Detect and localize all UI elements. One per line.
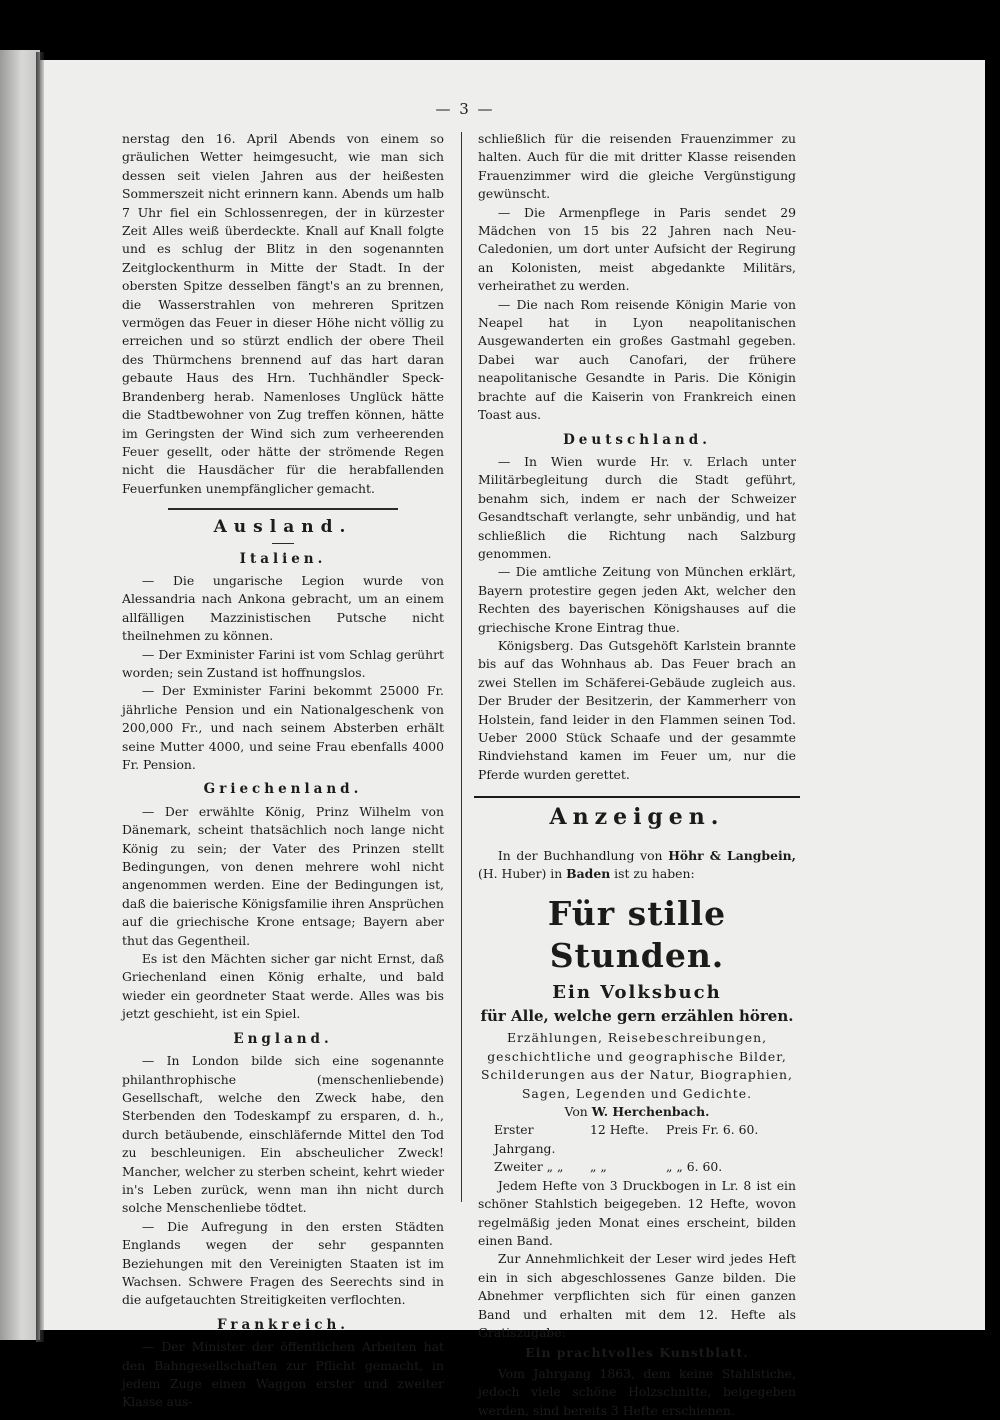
article-koenigin-marie: — Die nach Rom reisende Königin Marie von Neapel hat in Lyon neapolitanischen Ausgewanderten ein großes Gastmahl gegeben. Dabei war auch Canofari, der frühere neapolitanische Gesandte in Paris. Die Königin brachte auf die Kaiserin von Frankreich einen Toast aus.	[478, 296, 796, 423]
article-england-2: — Die Aufregung in den ersten Städten Englands wegen der sehr gespannten Beziehungen mit den Vereinigten Staaten ist im Wachsen. Schwere Fragen des Seerechts sind in die aufgetauchten Streitigkeiten verflochten.	[122, 1218, 444, 1308]
ad-headline: Für stille Stunden.	[547, 894, 727, 976]
price-value: „ „ 6. 60.	[666, 1159, 723, 1175]
ad-description: Erzählungen, Reisebeschreibungen, geschichtliche und geographische Bilder, Schilderungen aus der Natur, Biographien, Sagen, Legenden und Gedichte.	[481, 1030, 793, 1101]
price-issues: 12 Hefte.	[590, 1122, 649, 1138]
ad-intro-mid: (H. Huber) in	[478, 866, 567, 882]
heading-frankreich: Frankreich.	[217, 1316, 349, 1333]
price-issues: „ „	[590, 1159, 607, 1175]
ad-city: Baden	[566, 866, 611, 882]
article-italien-3: — Der Exminister Farini bekommt 25000 Fr. jährliche Pension und ein Nationalgeschenk von 200,000 Fr., und nach seinem Absterben erhält seine Mutter 4000, und seine Frau ebenfalls 4000 Fr. Pension.	[122, 683, 444, 772]
page-number: — 3 —	[435, 100, 495, 118]
price-volume: Zweiter „ „	[494, 1159, 564, 1175]
ad-intro-post: ist zu haben:	[610, 866, 695, 882]
article-muenchen: — Die amtliche Zeitung von München erklärt, Bayern protestire gegen jeden Akt, welcher den Rechten des bayerischen Königshauses auf die griechische Krone Eintrag thue.	[478, 564, 796, 635]
article-italien-1: — Die ungarische Legion wurde von Alessandria nach Ankona gebracht, um an einem allfälligen Mazzinistischen Putsche nicht theilnehmen zu können.	[122, 572, 444, 644]
article-frankreich: — Der Minister der öffentlichen Arbeiten hat den Bahngesellschaften zur Pflicht gemacht, in jedem Zuge einen Waggon erster und zweiter Klasse aus-	[122, 1339, 444, 1410]
ad-bonus: Ein prachtvolles Kunstblatt.	[525, 1345, 749, 1361]
ad-author	[478, 1103, 796, 1121]
section-title-ausland: Ausland.	[213, 517, 353, 538]
page-fold-shadow	[36, 52, 44, 1342]
article-koenigsberg: Königsberg. Das Gutsgehöft Karlstein brannte bis auf das Wohnhaus ab. Das Feuer brach an zwei Stellen im Schäferei-Gebäude zugleich aus. Der Bruder der Besitzerin, der Kammerherr von Holstein, fand leider in den Flammen seinen Tod. Ueber 2000 Stück Schaafe und der gesammte Rindviehstand kamen im Feuer um, nur die Pferde wurden gerettet.	[478, 637, 796, 782]
column-rule	[461, 132, 462, 1202]
article-griechenland-1: — Der erwählte König, Prinz Wilhelm von Dänemark, scheint thatsächlich noch lange nicht König zu sein; der Vater des Prinzen stellt Bedingungen, von denen mehrere wohl nicht angenommen werden. Eine der Bedingungen ist, daß die baierische Königsfamilie ihren Ansprüchen auf die griechische Krone entsage; Bayern aber thut das Gegentheil.	[122, 803, 444, 948]
ad-divider	[474, 796, 800, 798]
ad-intro	[478, 847, 796, 884]
heading-england: England.	[233, 1030, 333, 1047]
article-england-1: — In London bilde sich eine sogenannte philanthrophische (menschenliebende) Gesellschaft, welche den Zweck habe, den Sterbenden den Todeskampf zu ersparen, d. h., durch betäubende, einschläfernde Mittel den Tod zu beschleunigen. Ein abscheulicher Zweck! Mancher, welcher zu sterben scheint, kehrt wieder in's Leben zurück, wenn man ihn nicht durch solche Menschenliebe tödtet.	[122, 1053, 444, 1216]
price-value: Preis Fr. 6. 60.	[666, 1122, 759, 1138]
ad-paragraph-2: Zur Annehmlichkeit der Leser wird jedes Heft ein in sich abgeschlossenes Ganze bilden. Die Abnehmer verpflichten sich für einen ganzen Band und erhalten mit dem 12. Hefte als Gratiszugabe:	[478, 1251, 796, 1340]
section-divider-short	[272, 543, 294, 544]
heading-italien: Italien.	[239, 550, 327, 567]
left-column	[122, 130, 444, 1412]
article-frankreich-cont: schließlich für die reisenden Frauenzimmer zu halten. Auch für die mit dritter Klasse reisenden Frauenzimmer wird die gleiche Vergünstigung gewünscht.	[478, 131, 796, 202]
ad-author-name: W. Herchenbach.	[591, 1104, 710, 1120]
price-row-2	[478, 1158, 796, 1176]
article-griechenland-2: Es ist den Mächten sicher gar nicht Ernst, daß Griechenland einen König erhalte, und bald wieder ein geordneter Staat werde. Alles was bis jetzt geschieht, ist ein Spiel.	[122, 951, 444, 1022]
section-divider	[168, 508, 398, 510]
right-column	[478, 130, 796, 1420]
article-paris-armenpflege: — Die Armenpflege in Paris sendet 29 Mädchen von 15 bis 22 Jahren nach Neu-Caledonien, um dort unter Aufsicht der Regirung an Kolonisten, meist abgedankte Militärs, verheirathet zu werden.	[478, 204, 796, 294]
ad-publisher: Höhr & Langbein,	[668, 847, 796, 863]
ad-paragraph-3: Vom Jahrgang 1863, dem keine Stahlstiche, jedoch viele schöne Holzschnitte, beigegeben werden, sind bereits 3 Hefte erschienen.	[478, 1365, 796, 1418]
ad-tagline: für Alle, welche gern erzählen hören.	[480, 1007, 794, 1026]
ad-author-prefix: Von	[564, 1104, 592, 1120]
article-italien-2: — Der Exminister Farini ist vom Schlag gerührt worden; sein Zustand ist hoffnungslos.	[122, 646, 444, 680]
ad-subheadline: Ein Volksbuch	[552, 982, 722, 1004]
price-volume: Erster Jahrgang.	[494, 1122, 556, 1156]
article-wien: — In Wien wurde Hr. v. Erlach unter Militärbegleitung durch die Stadt geführt, benahm sich, indem er nach der Schweizer Gesandtschaft verlangte, sehr unbändig, und hat schließlich die Richtung nach Salzburg genommen.	[478, 453, 796, 561]
heading-deutschland: Deutschland.	[563, 431, 711, 448]
ad-section-title: Anzeigen.	[549, 804, 725, 831]
price-row-1	[478, 1121, 796, 1158]
ad-paragraph-1: Jedem Hefte von 3 Druckbogen in Lr. 8 ist ein schöner Stahlstich beigegeben. 12 Hefte, wovon regelmäßig jeden Monat eines erscheint, bilden einen Band.	[478, 1177, 796, 1248]
heading-griechenland: Griechenland.	[203, 781, 363, 798]
article-zug-fire: nerstag den 16. April Abends von einem so gräulichen Wetter heimgesucht, wie man sich dessen seit vielen Jahren aus der heißesten Sommerszeit nicht erinnern kann. Abends um halb 7 Uhr fiel ein Schlossenregen, der in kürzester Zeit Alles weiß überdeckte. Knall auf Knall folgte und es schlug der Blitz in den sogenannten Zeitglockenthurm in Mitte der Stadt. In der obersten Spitze desselben fängt's an zu brennen, die Wasserstrahlen von mehreren Spritzen vermögen das Feuer in dieser Höhe nicht völlig zu erreichen und so stürzt endlich der obere Theil des Thürmchens brennend auf das hart daran gebaute Haus des Hrn. Tuchhändler Speck-Brandenberg herab. Namenloses Unglück hätte die Stadtbewohner von Zug treffen können, hätte im Geringsten der Wind sich zum verheerenden Feuer gesellt, oder hätte der strömende Regen nicht die Hausdächer für die herabfallenden Feuerfunken unempfänglicher gemacht.	[122, 131, 444, 496]
ad-intro-pre: In der Buchhandlung von	[497, 847, 669, 863]
left-page-edge	[0, 50, 40, 1340]
